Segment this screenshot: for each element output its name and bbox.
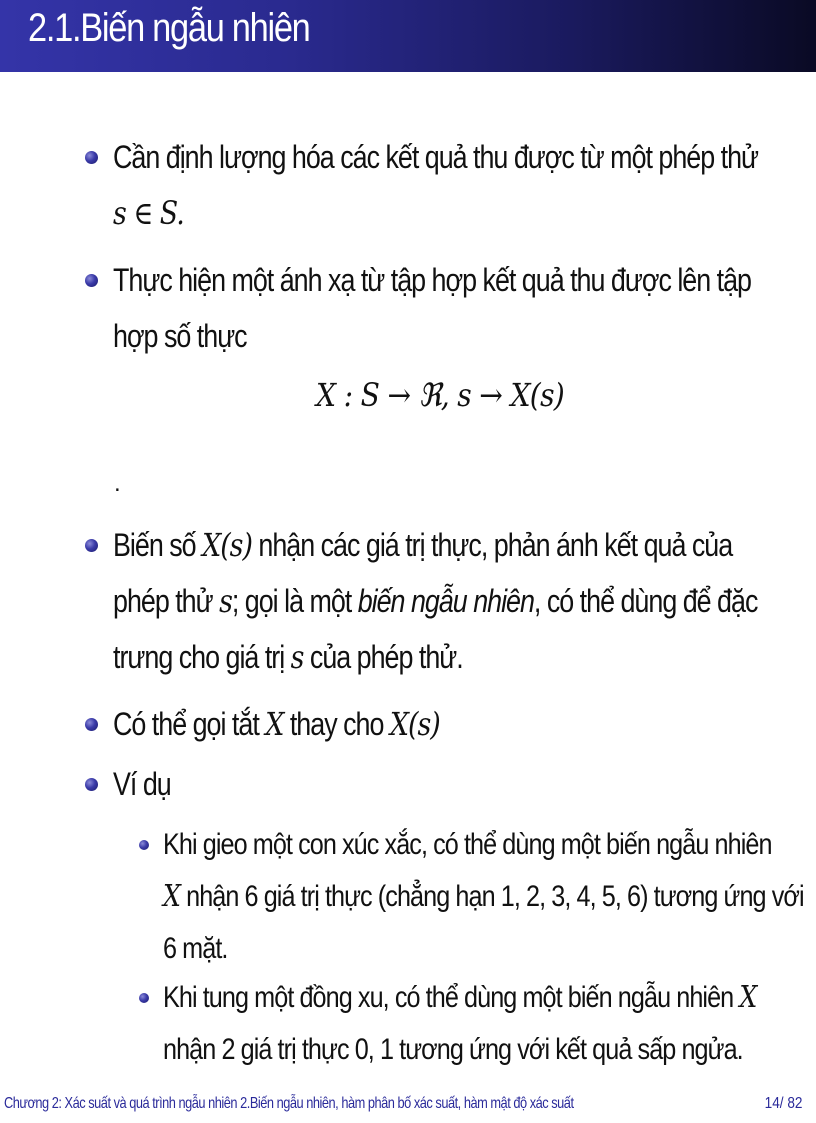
bullet-2-line-1: Thực hiện một ánh xạ từ tập hợp kết quả thu được lên tập	[113, 262, 751, 298]
bullet-3-line-3	[113, 635, 463, 679]
math-fragment: X	[163, 879, 181, 914]
math-fragment: X	[739, 980, 757, 1015]
math-fragment: X(s)	[389, 705, 440, 743]
bullet-icon	[85, 778, 98, 791]
sub-bullet-2-line-1	[163, 976, 756, 1020]
bullet-2-line-2: hợp số thực	[113, 318, 247, 354]
text-fragment: ; gọi là một	[231, 583, 358, 619]
slide-title: 2.1.Biến ngẫu nhiên	[28, 6, 310, 50]
text-fragment: nhận các giá trị thực, phản ánh kết quả của	[251, 527, 733, 563]
math-fragment: s	[219, 582, 232, 620]
math-fragment: s	[290, 638, 304, 676]
bullet-4-line-1	[113, 702, 440, 746]
sub-bullet-icon	[139, 840, 149, 850]
bullet-icon	[85, 539, 98, 552]
stray-dot: .	[114, 470, 121, 497]
text-fragment: trưng cho giá trị	[113, 639, 291, 675]
text-fragment: nhận 6 giá trị thực (chẳng hạn 1, 2, 3, 4, 5, 6) tương ứng với	[180, 880, 804, 913]
bullet-3-line-1	[113, 523, 732, 567]
bullet-icon	[85, 718, 98, 731]
bullet-icon	[85, 274, 98, 287]
text-fragment: phép thử	[113, 583, 220, 619]
text-fragment: thay cho	[283, 706, 390, 742]
emphasis-term: biến ngẫu nhiên	[357, 583, 534, 619]
bullet-1-line-1: Cần định lượng hóa các kết quả thu được từ một phép thử	[113, 139, 759, 175]
set-expression: s ∈ S.	[113, 194, 184, 232]
math-fragment: X	[265, 705, 284, 743]
sub-bullet-1-line-3: 6 mặt.	[163, 932, 228, 965]
footer-text: Chương 2: Xác suất và quá trình ngẫu nhiên 2.Biến ngẫu nhiên, hàm phân bố xác suất, hàm mật độ xác suất	[4, 1095, 574, 1112]
math-fragment: X(s)	[202, 526, 252, 564]
bullet-3-line-2	[113, 579, 757, 623]
bullet-icon	[85, 151, 98, 164]
page-number: 14/ 82	[764, 1095, 802, 1112]
sub-bullet-1-line-2	[163, 875, 804, 919]
mapping-formula: X : S → ℜ, s → X(s)	[316, 376, 565, 414]
sub-bullet-1-line-1: Khi gieo một con xúc xắc, có thể dùng một biến ngẫu nhiên	[163, 828, 772, 861]
text-fragment: Biến số	[113, 527, 203, 563]
sub-bullet-icon	[139, 993, 149, 1003]
bullet-5-label: Ví dụ	[113, 766, 171, 802]
text-fragment: , có thể dùng để đặc	[533, 583, 758, 619]
text-fragment: Có thể gọi tắt	[113, 706, 266, 742]
bullet-1-line-2	[113, 191, 184, 235]
text-fragment: của phép thử.	[303, 639, 463, 675]
text-fragment: Khi tung một đồng xu, có thể dùng một biến ngẫu nhiên	[163, 981, 740, 1014]
sub-bullet-2-line-2: nhận 2 giá trị thực 0, 1 tương ứng với kết quả sấp ngửa.	[163, 1033, 743, 1066]
